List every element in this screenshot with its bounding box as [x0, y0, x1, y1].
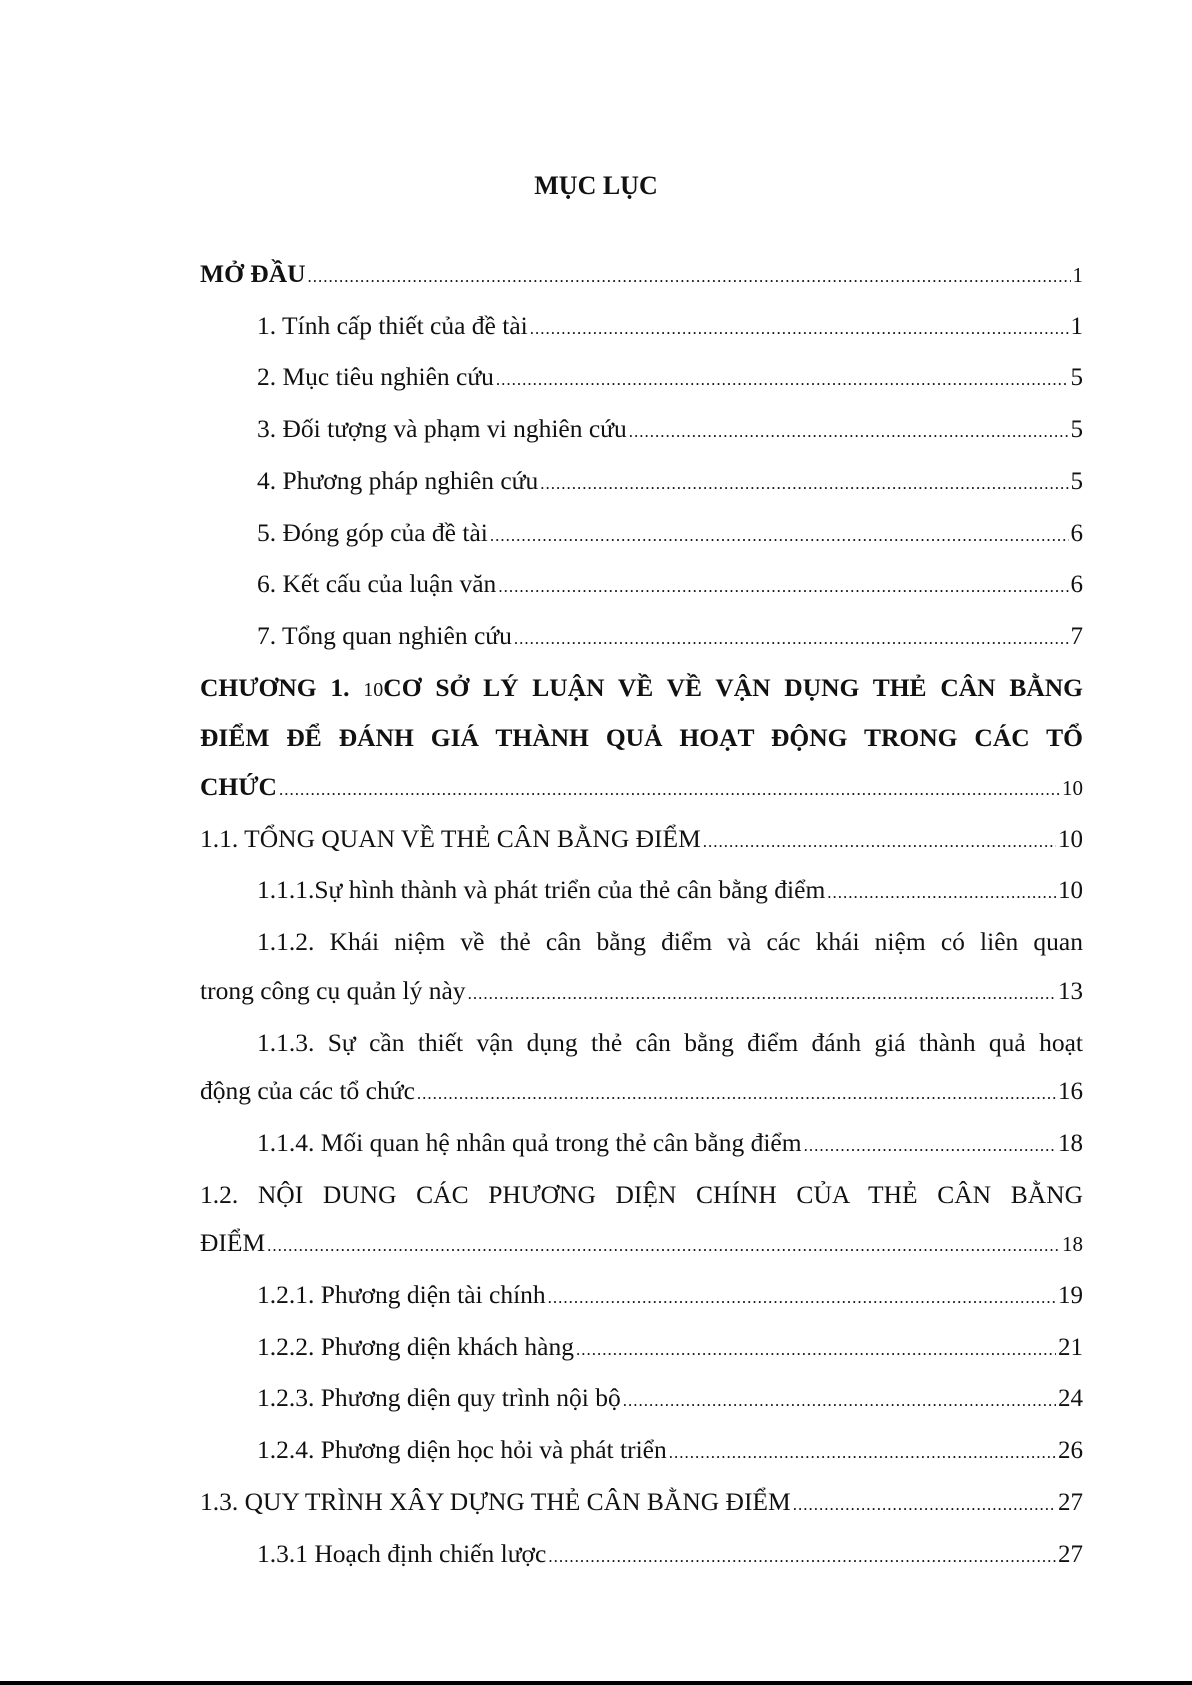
toc-entry-page: 5: [1070, 467, 1083, 495]
leader-dots: [417, 1070, 1056, 1119]
toc-entry: [200, 353, 1083, 405]
leader-dots: [548, 1533, 1056, 1582]
toc-entry-label-line: [200, 664, 1083, 715]
leader-dots: [490, 512, 1069, 561]
toc-entry-page: 1: [1070, 312, 1083, 340]
toc-entry: [200, 866, 1083, 918]
toc-entry-page: 10: [1058, 877, 1083, 905]
toc-entry-label: 3. Đối tượng và phạm vi nghiên cứu: [257, 414, 627, 444]
toc-entry: [200, 1019, 1083, 1119]
toc-entry-page: 26: [1058, 1437, 1083, 1465]
toc-entry: [200, 405, 1083, 457]
toc-entry-label: 5. Đóng góp của đề tài: [257, 517, 488, 547]
toc-entry-page: 1: [1072, 263, 1083, 287]
chapter-title-line: CƠ SỞ LÝ LUẬN VỀ VỀ VẬN DỤNG THẺ CÂN BẰNG: [383, 672, 1083, 702]
toc-entry-label-line: 1.1.3. Sự cần thiết vận dụng thẻ cân bằng điểm đánh giá thành quả hoạt: [257, 1027, 1083, 1057]
leader-dots: [793, 1481, 1056, 1530]
leader-dots: [629, 408, 1069, 457]
toc-entry-label: 1.1. TỔNG QUAN VỀ THẺ CÂN BẰNG ĐIỂM: [200, 823, 701, 853]
toc-entry: [200, 1478, 1083, 1530]
toc-entry-label: 6. Kết cấu của luận văn: [257, 569, 497, 599]
toc-entry-label: ĐIỂM: [200, 1228, 266, 1258]
toc-entry: [200, 612, 1083, 664]
toc-entry-page: 5: [1070, 364, 1083, 392]
toc-entry-label: 1. Tính cấp thiết của đề tài: [257, 310, 528, 340]
toc-entry: [200, 1530, 1083, 1582]
toc-entry-page: 16: [1058, 1078, 1083, 1106]
toc-entry-page: 6: [1070, 519, 1083, 547]
leader-dots: [804, 1122, 1056, 1171]
toc-entry-label-line: 1.2. NỘI DUNG CÁC PHƯƠNG DIỆN CHÍNH CỦA THẺ CÂN BẰNG: [200, 1179, 1083, 1209]
toc-entry: [200, 302, 1083, 354]
leader-dots: [308, 253, 1071, 302]
leader-dots: [703, 818, 1056, 867]
toc-entry: [200, 1374, 1083, 1426]
leader-dots: [514, 615, 1069, 664]
table-of-contents: [200, 250, 1083, 1581]
leader-dots: [468, 970, 1056, 1019]
toc-entry: [200, 1323, 1083, 1375]
toc-entry-label: 1.3.1 Hoạch định chiến lược: [257, 1538, 547, 1568]
toc-entry-label: 1.1.1.Sự hình thành và phát triển của thẻ cân bằng điểm: [257, 875, 826, 905]
leader-dots: [279, 766, 1060, 815]
toc-entry-label: 1.2.3. Phương diện quy trình nội bộ: [257, 1383, 621, 1413]
page-bottom-border: [0, 1681, 1192, 1685]
toc-entry-label: 1.3. QUY TRÌNH XÂY DỰNG THẺ CÂN BẰNG ĐIỂM: [200, 1486, 791, 1516]
toc-entry-page: 19: [1058, 1282, 1083, 1310]
toc-entry-page: 10: [1062, 776, 1083, 801]
toc-entry-page: 24: [1058, 1385, 1083, 1413]
leader-dots: [540, 460, 1068, 509]
toc-entry: [200, 1426, 1083, 1478]
toc-entry-page: 21: [1058, 1333, 1083, 1361]
leader-dots: [530, 305, 1069, 354]
toc-entry-page: 10: [1058, 825, 1083, 853]
toc-entry-label: 1.1.4. Mối quan hệ nhân quả trong thẻ cân bằng điểm: [257, 1127, 802, 1157]
leader-dots: [827, 869, 1056, 918]
toc-entry-page: 13: [1058, 977, 1083, 1005]
toc-entry-page: 6: [1070, 571, 1083, 599]
toc-entry: [200, 918, 1083, 1018]
toc-entry: [200, 457, 1083, 509]
leader-dots: [623, 1377, 1056, 1426]
leader-dots: [669, 1429, 1056, 1478]
toc-entry-chapter: [200, 664, 1083, 815]
toc-entry: [200, 1119, 1083, 1171]
toc-entry: [200, 560, 1083, 612]
toc-entry-page: 18: [1058, 1129, 1083, 1157]
toc-entry-page: 7: [1070, 622, 1083, 650]
toc-entry: [200, 509, 1083, 561]
toc-entry: [200, 250, 1083, 302]
leader-dots: [498, 563, 1068, 612]
toc-entry-page: 5: [1070, 416, 1083, 444]
chapter-prefix: CHƯƠNG 1.: [200, 672, 364, 702]
leader-dots: [548, 1274, 1056, 1323]
toc-entry-label: 7. Tổng quan nghiên cứu: [257, 620, 512, 650]
chapter-inline-number: 10: [363, 678, 384, 701]
toc-entry-page: 27: [1058, 1488, 1083, 1516]
leader-dots: [576, 1326, 1056, 1375]
toc-entry: [200, 1171, 1083, 1271]
toc-entry-label: động của các tổ chức: [200, 1076, 415, 1106]
toc-entry-label: 1.2.4. Phương diện học hỏi và phát triển: [257, 1435, 667, 1465]
leader-dots: [267, 1222, 1060, 1271]
toc-entry-label: 1.2.2. Phương diện khách hàng: [257, 1331, 574, 1361]
toc-entry: [200, 815, 1083, 867]
toc-entry-page: 18: [1062, 1232, 1083, 1257]
page-title: MỤC LỤC: [534, 171, 658, 200]
toc-entry-label: trong công cụ quản lý này: [200, 975, 466, 1005]
toc-entry: [200, 1271, 1083, 1323]
toc-entry-label-line: ĐIỂM ĐỂ ĐÁNH GIÁ THÀNH QUẢ HOẠT ĐỘNG TRONG CÁC TỔ: [200, 723, 1083, 753]
leader-dots: [496, 356, 1069, 405]
toc-entry-label-line: 1.1.2. Khái niệm về thẻ cân bằng điểm và các khái niệm có liên quan: [257, 927, 1083, 957]
toc-entry-label: CHỨC: [200, 772, 277, 802]
toc-entry-label: 4. Phương pháp nghiên cứu: [257, 465, 539, 495]
toc-entry-label: 1.2.1. Phương diện tài chính: [257, 1280, 546, 1310]
toc-entry-label: MỞ ĐẦU: [200, 259, 306, 288]
toc-entry-page: 27: [1058, 1540, 1083, 1568]
toc-entry-label: 2. Mục tiêu nghiên cứu: [257, 362, 494, 392]
